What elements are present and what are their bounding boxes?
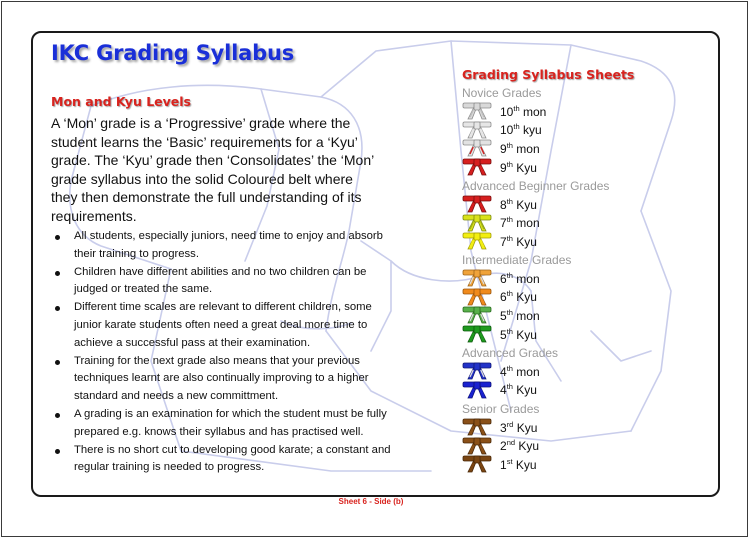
grade-label: 7th mon [500,215,540,231]
grade-sheet-link[interactable] [462,455,539,474]
grade-group [462,84,546,176]
grade-group [462,177,609,251]
grade-sheet-link[interactable] [462,139,546,158]
grade-group-label: Advanced Beginner Grades [462,179,610,193]
belt-icon [462,214,492,232]
sheet-label: Sheet 6 - Side (b) [335,497,408,506]
grade-label: 5th mon [500,307,540,323]
belt-icon [462,158,492,176]
grading-sheets-heading: Grading Syllabus Sheets [462,67,635,82]
grade-sheet-link[interactable] [462,102,546,121]
intro-paragraph: A ‘Mon’ grade is a ‘Progressive’ grade where the student learns the ‘Basic’ requirements for a ‘Kyu’ grade. The ‘Kyu’ grade then ‘Consolidates’ the ‘Mon’ grade syllabus into the solid Coloured belt where they then demonstrate the full understanding of its requirements. [51,115,374,224]
grade-label: 4th mon [500,363,540,379]
belt-icon [462,139,492,157]
belt-icon [462,455,492,473]
belt-icon [462,437,492,455]
list-item: Different time scales are relevant to different children, some junior karate students often need a great deal more time to achieve a successful pass at their examination. [51,299,401,352]
belt-icon [462,195,492,213]
list-item: Training for the next grade also means that your previous techniques learnt are also continually improving to a higher standard and needs a new committment. [51,353,401,406]
grade-sheet-link[interactable] [462,381,558,400]
grade-label: 7th Kyu [500,233,537,249]
belt-icon [462,325,492,343]
belt-icon [462,306,492,324]
belt-icon [462,381,492,399]
grade-group [462,344,558,399]
grade-sheet-link[interactable] [462,269,571,288]
grade-label: 2nd Kyu [500,438,540,454]
belt-icon [462,288,492,306]
belt-icon [462,362,492,380]
grade-group [462,251,571,343]
grade-sheet-link[interactable] [462,158,546,177]
belt-icon [462,418,492,436]
grade-label: 9th Kyu [500,159,537,175]
grade-group-label: Novice Grades [462,86,542,100]
list-item: There is no short cut to developing good karate; a constant and regular training is needed to progress. [51,442,401,477]
grade-sheet-link[interactable] [462,362,558,381]
grade-sheet-link[interactable] [462,306,571,325]
grade-label: 4th Kyu [500,382,537,398]
page-title: IKC Grading Syllabus [51,41,295,65]
belt-icon [462,269,492,287]
belt-icon [462,232,492,250]
belt-icon [462,121,492,139]
grade-sheet-link[interactable] [462,232,609,251]
grade-sheet-link[interactable] [462,325,571,344]
list-item: All students, especially juniors, need time to enjoy and absorb their training to progress. [51,228,401,263]
grade-sheet-link[interactable] [462,214,609,233]
grade-sheet-link[interactable] [462,121,546,140]
grade-label: 6th Kyu [500,289,537,305]
grade-label: 1st Kyu [500,456,537,472]
grade-group-label: Senior Grades [462,402,540,416]
grade-sheet-link[interactable] [462,437,539,456]
grade-sheet-link[interactable] [462,288,571,307]
belt-icon [462,102,492,120]
grade-label: 5th Kyu [500,326,537,342]
grade-sheet-link[interactable] [462,418,539,437]
grade-group-label: Advanced Grades [462,346,559,360]
grade-label: 10th kyu [500,122,542,138]
section-heading-mon-kyu: Mon and Kyu Levels [51,94,191,109]
guideline-list [51,228,401,477]
grade-label: 6th mon [500,270,540,286]
grade-group [462,400,539,474]
grade-label: 3rd Kyu [500,419,538,435]
grade-label: 8th Kyu [500,196,537,212]
grade-label: 10th mon [500,103,547,119]
list-item: A grading is an examination for which the student must be fully prepared e.g. knows their syllabus and has practised well. [51,406,401,441]
grade-sheet-link[interactable] [462,195,609,214]
grade-group-label: Intermediate Grades [462,253,572,267]
footer [0,489,750,508]
grade-label: 9th mon [500,140,540,156]
list-item: Children have different abilities and no two children can be judged or treated the same. [51,264,401,299]
